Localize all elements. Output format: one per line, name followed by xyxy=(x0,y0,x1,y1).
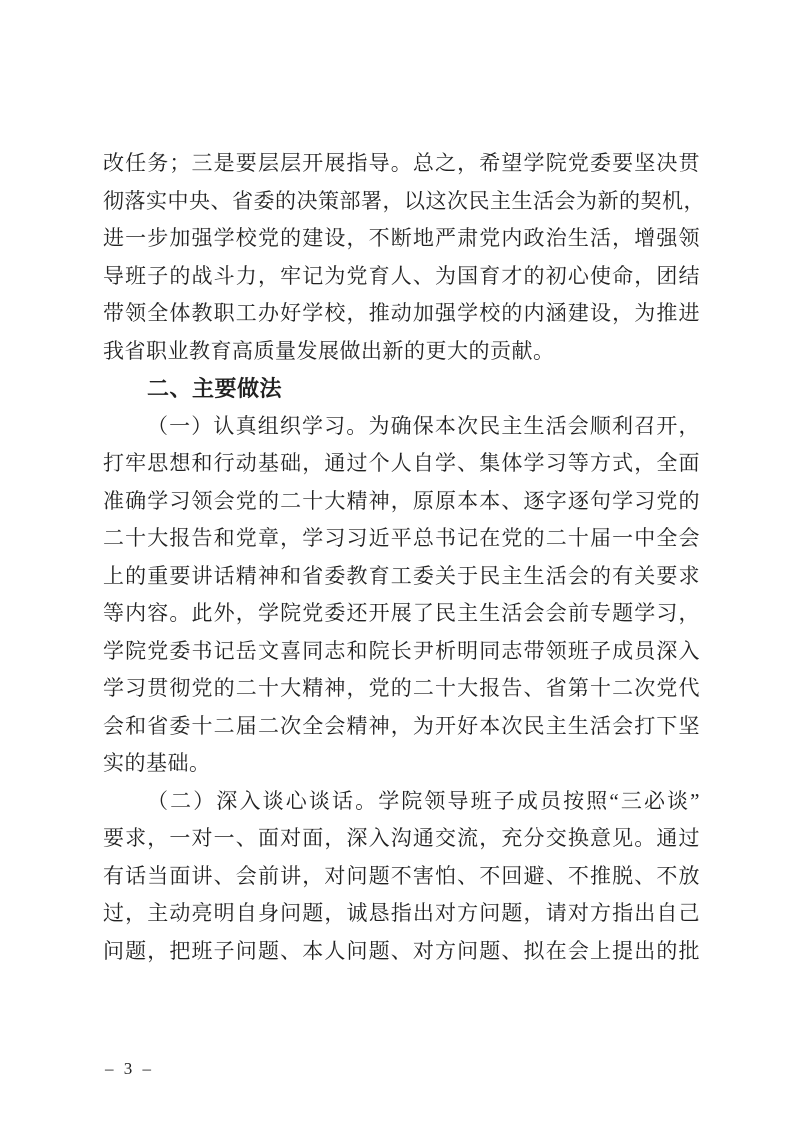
text-line: 导班子的战斗力，牢记为党育人、为国育才的初心使命，团结 xyxy=(103,263,700,288)
text-line: 进一步加强学校党的建设，不断地严肃党内政治生活，增强领 xyxy=(103,226,700,250)
text-line: 二十大报告和党章，学习习近平总书记在党的二十届一中全会 xyxy=(103,526,700,550)
document-body xyxy=(103,145,705,970)
text-line: 改任务；三是要层层开展指导。总之，希望学院党委要坚决贯 xyxy=(103,151,700,175)
text-line: 要求，一对一、面对面，深入沟通交流，充分交换意见。通过 xyxy=(103,826,700,850)
text-line: 问题，把班子问题、本人问题、对方问题、拟在会上提出的批 xyxy=(103,938,700,963)
text-line: 学习贯彻党的二十大精神，党的二十大报告、省第十二次党代 xyxy=(103,676,700,700)
paragraph-end-line: 我省职业教育高质量发展做出新的更大的贡献。 xyxy=(103,338,555,363)
text-line: 学院党委书记岳文喜同志和院长尹析明同志带领班子成员深入 xyxy=(103,638,700,663)
text-line: 打牢思想和行动基础，通过个人自学、集体学习等方式，全面 xyxy=(103,451,700,475)
text-line: 等内容。此外，学院党委还开展了民主生活会会前专题学习， xyxy=(103,601,700,625)
text-line: 有话当面讲、会前讲，对问题不害怕、不回避、不推脱、不放 xyxy=(103,863,700,888)
text-line: 彻落实中央、省委的决策部署，以这次民主生活会为新的契机， xyxy=(103,188,705,213)
text-line: 过，主动亮明自身问题，诚恳指出对方问题，请对方指出自己 xyxy=(103,901,700,925)
paragraph-end-line: 实的基础。 xyxy=(103,751,211,775)
paragraph-start-line: （一）认真组织学习。为确保本次民主生活会顺利召开， xyxy=(147,413,700,438)
page-number: – 3 – xyxy=(105,1059,154,1078)
text-line: 带领全体教职工办好学校，推动加强学校的内涵建设，为推进 xyxy=(103,301,700,325)
text-line: 准确学习领会党的二十大精神，原原本本、逐字逐句学习党的 xyxy=(103,488,700,513)
text-line: 会和省委十二届二次全会精神，为开好本次民主生活会打下坚 xyxy=(103,713,700,738)
paragraph-start-line: （二）深入谈心谈话。学院领导班子成员按照“三必谈” xyxy=(147,788,700,813)
section-heading: 二、主要做法 xyxy=(147,376,283,401)
text-line: 上的重要讲话精神和省委教育工委关于民主生活会的有关要求 xyxy=(103,563,700,588)
